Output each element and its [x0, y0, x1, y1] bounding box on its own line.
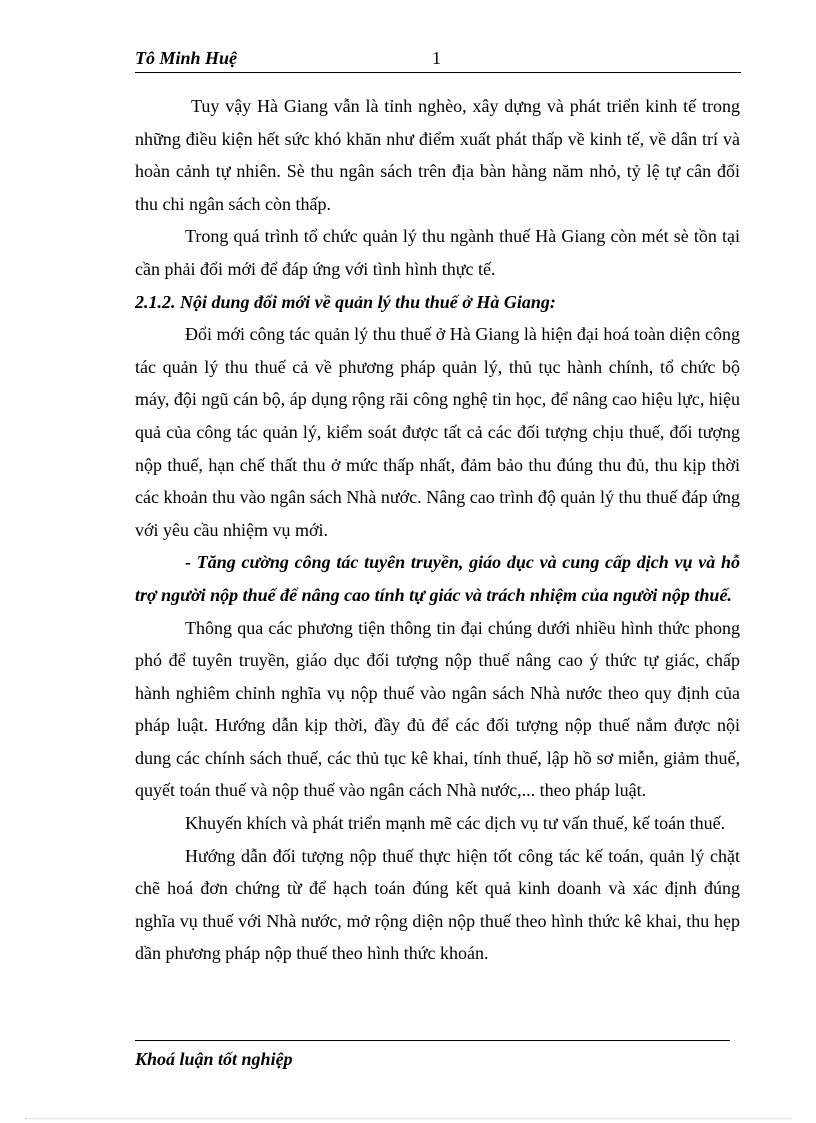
footer-label: Khoá luận tốt nghiệp: [135, 1049, 293, 1069]
paragraph-2: Trong quá trình tổ chức quản lý thu ngành thuế Hà Giang còn mét sè tồn tại cần phải đổi mới để đáp ứng với tình hình thực tế.: [135, 226, 740, 279]
document-body: [135, 90, 740, 970]
footer-rule: [135, 1040, 730, 1041]
section-heading: 2.1.2. Nội dung đổi mới về quản lý thu thuế ở Hà Giang:: [135, 291, 556, 312]
paragraph-6: Khuyến khích và phát triển mạnh mẽ các dịch vụ tư vấn thuế, kế toán thuế.: [185, 813, 726, 834]
page-footer: [135, 1040, 730, 1070]
paragraph-1: Tuy vậy Hà Giang vẫn là tỉnh nghèo, xây dựng và phát triển kinh tế trong những điều kiện hết sức khó khăn như điểm xuất phát thấp về kinh tế, về dân trí và hoàn cảnh tự nhiên. Sè thu ngân sách trên địa bàn hàng năm nhỏ, tỷ lệ tự cân đối thu chi ngân sách còn thấp.: [135, 96, 740, 214]
paragraph-7: Hướng dẫn đối tượng nộp thuế thực hiện tốt công tác kế toán, quản lý chặt chẽ hoá đơn chứng từ để hạch toán đúng kết quả kinh doanh và xác định đúng nghĩa vụ thuế với Nhà nước, mở rộng diện nộp thuế theo hình thức kê khai, thu hẹp dần phương pháp nộp thuế theo hình thức khoán.: [135, 845, 740, 964]
page-header: [135, 48, 741, 73]
page-edge-divider: [25, 1118, 791, 1119]
header-author: Tô Minh Huệ: [135, 48, 238, 68]
paragraph-3: Đổi mới công tác quản lý thu thuế ở Hà Giang là hiện đại hoá toàn diện công tác quản lý thu thuế cả về phương pháp quản lý, thủ tục hành chính, tổ chức bộ máy, đội ngũ cán bộ, áp dụng rộng rãi công nghệ tin học, để nâng cao hiệu lực, hiệu quả của công tác quản lý, kiểm soát được tất cả các đối tượng chịu thuế, đối tượng nộp thuế, hạn chế thất thu ở mức thấp nhất, đảm bảo thu đúng thu đủ, thu kịp thời các khoản thu vào ngân sách Nhà nước. Nâng cao trình độ quản lý thu thuế đáp ứng với yêu cầu nhiệm vụ mới.: [135, 324, 740, 540]
paragraph-4-emphasis: - Tăng cường công tác tuyên truyền, giáo dục và cung cấp dịch vụ và hỗ trợ người nộp thuế để nâng cao tính tự giác và trách nhiệm của người nộp thuế.: [135, 552, 740, 605]
page-number: 1: [432, 48, 441, 68]
paragraph-5: Thông qua các phương tiện thông tin đại chúng dưới nhiều hình thức phong phó để tuyên truyền, giáo dục đối tượng nộp thuế nâng cao ý thức tự giác, chấp hành nghiêm chỉnh nghĩa vụ nộp thuế vào ngân sách Nhà nước theo quy định của pháp luật. Hướng dẫn kịp thời, đầy đủ để các đối tượng nộp thuế nắm được nội dung các chính sách thuế, các thủ tục kê khai, tính thuế, lập hồ sơ miễn, giảm thuế, quyết toán thuế và nộp thuế vào ngân cách Nhà nước,... theo pháp luật.: [135, 617, 740, 801]
